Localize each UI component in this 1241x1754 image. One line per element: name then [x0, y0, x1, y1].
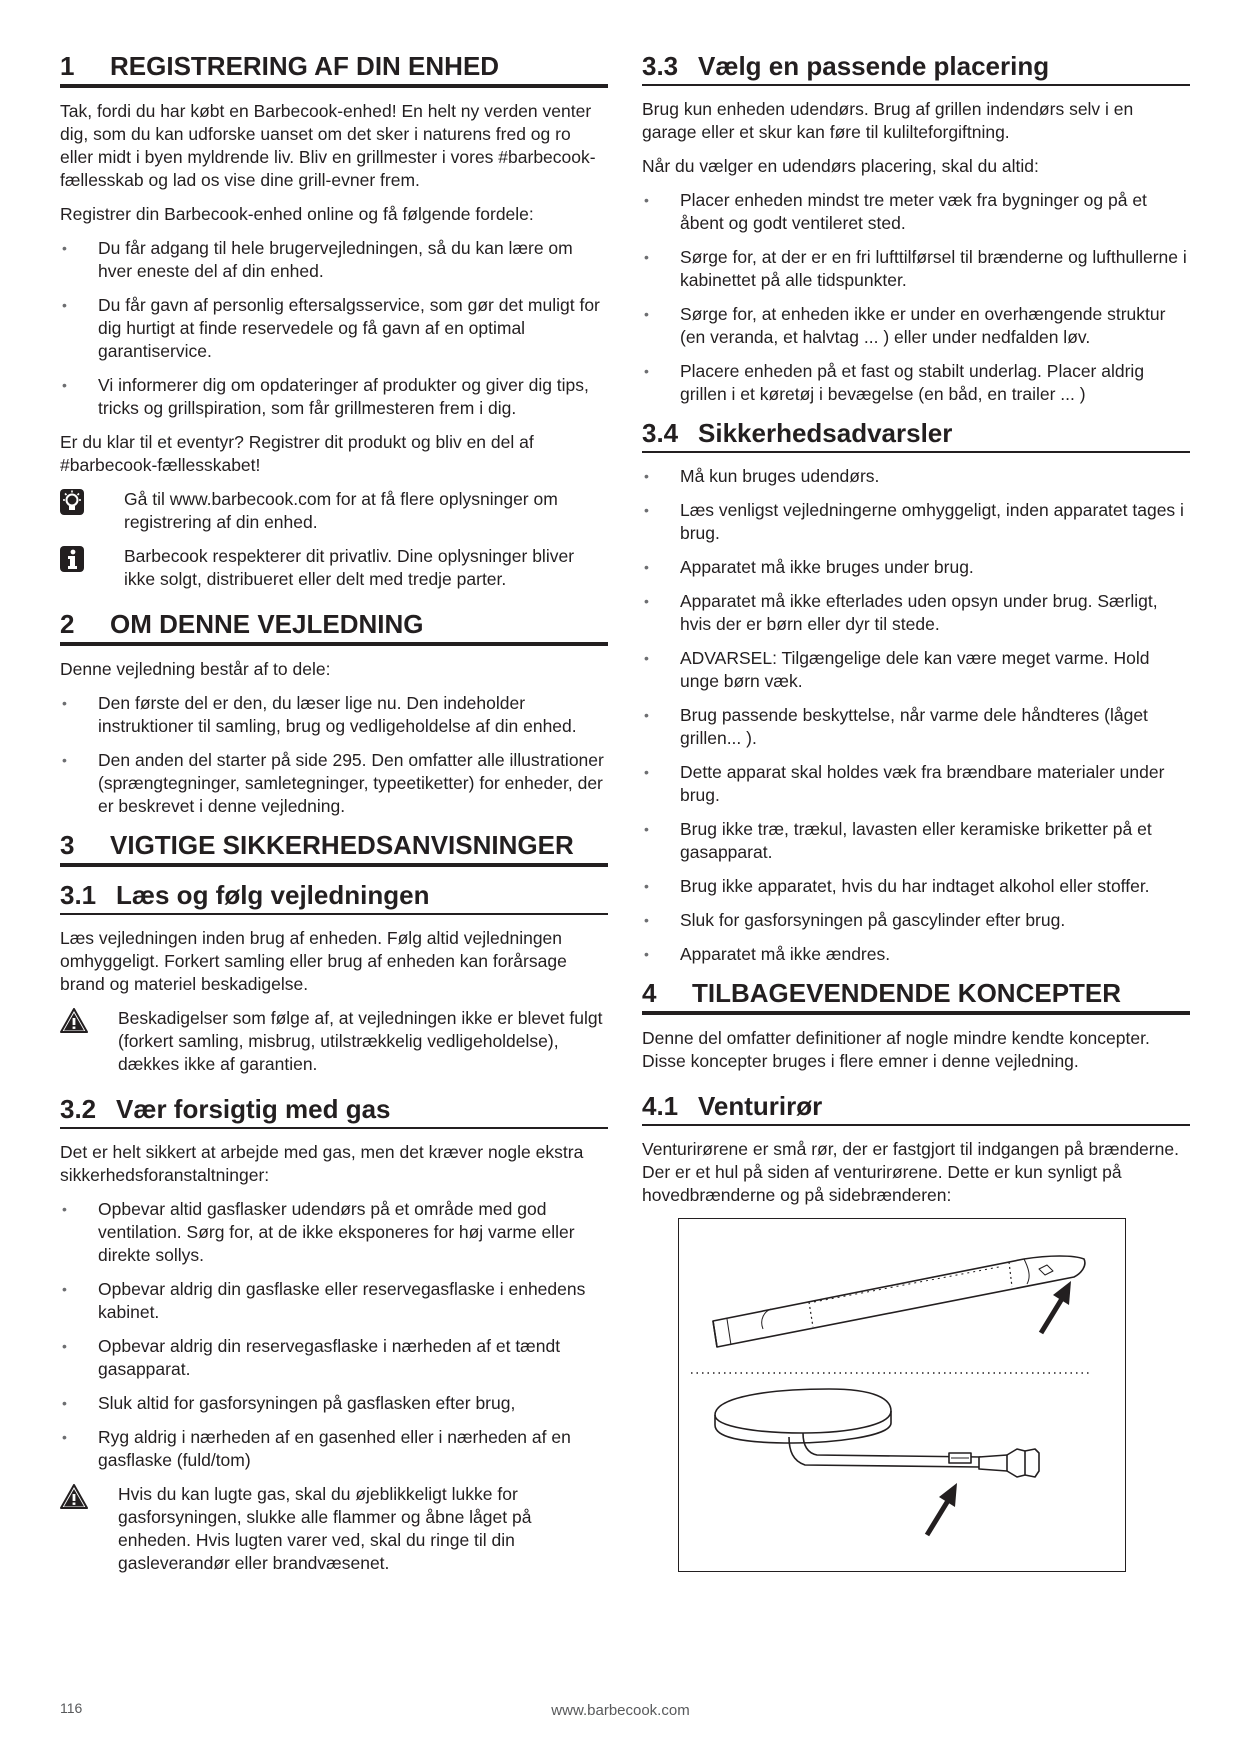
bullet-list [642, 465, 1190, 966]
bullet-icon: • [62, 1429, 67, 1445]
section-title: Venturirør [698, 1091, 823, 1121]
list-item: • Apparatet må ikke ændres. [644, 944, 891, 964]
arrow-lower [927, 1483, 957, 1535]
warning-icon [60, 1484, 88, 1515]
page-number: 116 [60, 1700, 83, 1716]
warning-note: Beskadigelser som følge af, at vejledningen ikke er blevet fulgt (forkert samling, misbrug, utilstrækkelig vedligeholdelse), dækkes ikke af garantien. [60, 1007, 608, 1076]
section-number: 3.4 [642, 418, 679, 448]
list-item: • Sluk altid for gasforsyningen på gasflasken efter brug, [62, 1393, 516, 1413]
bullet-list [60, 1198, 608, 1472]
section-number: 3 [60, 830, 75, 860]
list-item: • Brug ikke apparatet, hvis du har indtaget alkohol eller stoffer. [644, 876, 1150, 896]
section-4-heading [642, 977, 1190, 1015]
bullet-icon: • [644, 468, 649, 484]
list-item: • Placere enheden på et fast og stabilt underlag. Placer aldrig grillen i et køretøj i bevægelse (en båd, en trailer ... ) [644, 361, 1145, 404]
section-title: VIGTIGE SIKKERHEDSANVISNINGER [110, 830, 574, 860]
list-item: • Den anden del starter på side 295. Den omfatter alle illustrationer (sprængtegninger, samletegninger, typeetiketter) for enheder, der er beskrevet i denne vejledning. [62, 750, 604, 816]
section-number: 4.1 [642, 1091, 679, 1121]
bullet-icon: • [62, 377, 67, 393]
bullet-icon: • [644, 363, 649, 379]
bullet-icon: • [644, 707, 649, 723]
list-item: • Ryg aldrig i nærheden af en gasenhed eller i nærheden af en gasflaske (fuld/tom) [62, 1427, 571, 1470]
list-item: • Apparatet må ikke efterlades uden opsyn under brug. Særligt, hvis der er børn eller dyr til stede. [644, 591, 1158, 634]
bullet-icon: • [62, 297, 67, 313]
warning-note: Hvis du kan lugte gas, skal du øjeblikkeligt lukke for gasforsyningen, slukke alle flammer og åbne låget på enheden. Hvis lugten varer ved, skal du ringe til din gasleverandør eller brandvæsenet. [60, 1483, 608, 1575]
list-item: • ADVARSEL: Tilgængelige dele kan være meget varme. Hold unge børn væk. [644, 648, 1150, 691]
paragraph: Denne vejledning består af to dele: [60, 659, 331, 679]
bullet-icon: • [644, 559, 649, 575]
section-4-1-heading [642, 1090, 1190, 1126]
paragraph: Når du vælger en udendørs placering, skal du altid: [642, 156, 1039, 176]
list-item: • Læs venligst vejledningerne omhyggeligt, inden apparatet tages i brug. [644, 500, 1184, 543]
left-column [60, 50, 608, 1586]
info-icon [60, 546, 84, 578]
bullet-icon: • [644, 650, 649, 666]
bullet-icon: • [644, 192, 649, 208]
section-number: 2 [60, 609, 75, 639]
list-item: • Opbevar aldrig din gasflaske eller reservegasflaske i enhedens kabinet. [62, 1279, 586, 1322]
bullet-icon: • [644, 764, 649, 780]
section-title: Sikkerhedsadvarsler [698, 418, 953, 448]
list-item: • Apparatet må ikke bruges under brug. [644, 557, 974, 577]
section-1-heading [60, 50, 608, 88]
list-item: • Brug ikke træ, trækul, lavasten eller keramiske briketter på et gasapparat. [644, 819, 1152, 862]
section-title: Vælg en passende placering [698, 51, 1050, 81]
paragraph: Registrer din Barbecook-enhed online og få følgende fordele: [60, 204, 534, 224]
venturi-tube-illustration [678, 1218, 1126, 1572]
arrow-upper [1041, 1281, 1071, 1333]
bullet-list [60, 692, 608, 818]
section-3-3-heading [642, 50, 1190, 86]
section-3-2-heading [60, 1093, 608, 1129]
paragraph: Er du klar til et eventyr? Registrer dit produkt og bliv en del af #barbecook-fællesskabet! [60, 432, 534, 475]
bullet-icon: • [644, 593, 649, 609]
section-title: Vær forsigtig med gas [116, 1094, 391, 1124]
right-column [642, 50, 1190, 1572]
lightbulb-icon [60, 489, 84, 521]
list-item: • Du får gavn af personlig eftersalgsservice, som gør det muligt for dig hurtigt at finde reservedele og få gavn af en optimal garantiservice. [62, 295, 600, 361]
section-title: TILBAGEVENDENDE KONCEPTER [692, 978, 1122, 1008]
paragraph: Brug kun enheden udendørs. Brug af grillen indendørs selv i en garage eller et skur kan føre til kulilteforgiftning. [642, 99, 1134, 142]
list-item: • Brug passende beskyttelse, når varme dele håndteres (låget grillen... ). [644, 705, 1148, 748]
bullet-icon: • [644, 878, 649, 894]
bullet-list [60, 237, 608, 420]
info-note: Barbecook respekterer dit privatliv. Dine oplysninger bliver ikke solgt, distribueret eller delt med tredje parter. [60, 545, 608, 591]
section-title: REGISTRERING AF DIN ENHED [110, 51, 500, 81]
bullet-icon: • [62, 240, 67, 256]
venturi-drawing [679, 1219, 1125, 1571]
warning-icon [60, 1008, 88, 1039]
section-number: 3.2 [60, 1094, 97, 1124]
paragraph: Læs vejledningen inden brug af enheden. Følg altid vejledningen omhyggeligt. Forkert samling eller brug af enheden kan forårsage brand og materiel beskadigelse. [60, 928, 567, 994]
bullet-icon: • [62, 1338, 67, 1354]
section-3-1-heading [60, 879, 608, 915]
list-item: • Sluk for gasforsyningen på gascylinder efter brug. [644, 910, 1066, 930]
bullet-list [642, 189, 1190, 406]
section-2-heading [60, 608, 608, 646]
list-item: • Du får adgang til hele brugervejledningen, så du kan lære om hver eneste del af din enhed. [62, 238, 573, 281]
paragraph: Det er helt sikkert at arbejde med gas, men det kræver nogle ekstra sikkerhedsforanstaltninger: [60, 1142, 584, 1185]
list-item: • Den første del er den, du læser lige nu. Den indeholder instruktioner til samling, brug og vedligeholdelse af din enhed. [62, 693, 577, 736]
list-item: • Vi informerer dig om opdateringer af produkter og giver dig tips, tricks og grillspiration, som får grillmesteren frem i dig. [62, 375, 589, 418]
list-item: • Opbevar altid gasflasker udendørs på et område med god ventilation. Sørg for, at de ikke eksponeres for høj varme eller direkte sollys. [62, 1199, 575, 1265]
paragraph: Venturirørene er små rør, der er fastgjort til indgangen på brænderne. Der er et hul på siden af venturirørene. Dette er kun synligt på hovedbrænderne og på sidebrænderen: [642, 1139, 1179, 1205]
bullet-icon: • [62, 695, 67, 711]
list-item: • Opbevar aldrig din reservegasflaske i nærheden af et tændt gasapparat. [62, 1336, 561, 1379]
bullet-icon: • [644, 946, 649, 962]
bullet-icon: • [644, 502, 649, 518]
list-item: • Sørge for, at der er en fri lufttilførsel til brænderne og lufthullerne i kabinettet på alle tidspunkter. [644, 247, 1187, 290]
bullet-icon: • [644, 306, 649, 322]
section-3-heading [60, 829, 608, 867]
list-item: • Må kun bruges udendørs. [644, 466, 880, 486]
bullet-icon: • [644, 912, 649, 928]
bullet-icon: • [644, 821, 649, 837]
bullet-icon: • [62, 1281, 67, 1297]
section-number: 3.1 [60, 880, 97, 910]
list-item: • Sørge for, at enheden ikke er under en overhængende struktur (en veranda, et halvtag ... ) eller under nedfalden løv. [644, 304, 1166, 347]
paragraph: Denne del omfatter definitioner af nogle mindre kendte koncepter. Disse koncepter bruges i flere emner i denne vejledning. [642, 1028, 1150, 1071]
tip-note: Gå til www.barbecook.com for at få flere oplysninger om registrering af din enhed. [60, 488, 608, 534]
bullet-icon: • [62, 1201, 67, 1217]
bullet-icon: • [62, 752, 67, 768]
section-3-4-heading [642, 417, 1190, 453]
section-title: Læs og følg vejledningen [116, 880, 430, 910]
paragraph: Tak, fordi du har købt en Barbecook-enhed! En helt ny verden venter dig, som du kan udforske uanset om det sker i naturens fred og ro eller midt i byen myldrende liv. Bliv en grillmester i vores #barbecook-fællesskab og lad os vise dine grill-evner frem. [60, 101, 596, 190]
section-title: OM DENNE VEJLEDNING [110, 609, 424, 639]
bullet-icon: • [62, 1395, 67, 1411]
footer-url: www.barbecook.com [551, 1702, 690, 1719]
section-number: 1 [60, 51, 75, 81]
bullet-icon: • [644, 249, 649, 265]
section-number: 3.3 [642, 51, 679, 81]
list-item: • Dette apparat skal holdes væk fra brændbare materialer under brug. [644, 762, 1165, 805]
section-number: 4 [642, 978, 657, 1008]
list-item: • Placer enheden mindst tre meter væk fra bygninger og på et åbent og godt ventileret sted. [644, 190, 1147, 233]
